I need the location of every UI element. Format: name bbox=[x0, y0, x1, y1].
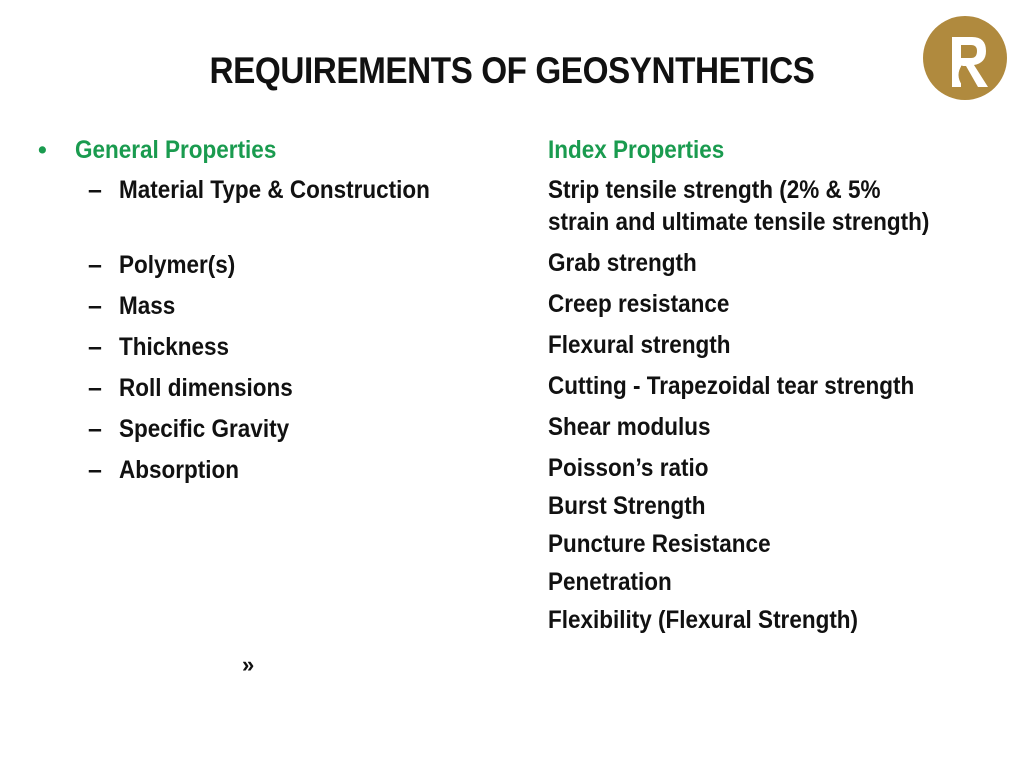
list-item bbox=[38, 249, 518, 281]
dash-marker: – bbox=[88, 415, 102, 443]
list-item-label: Thickness bbox=[119, 333, 230, 361]
list-item bbox=[38, 174, 518, 206]
dash-marker: – bbox=[88, 456, 102, 484]
list-item-label: Mass bbox=[119, 292, 176, 320]
list-item bbox=[38, 331, 518, 363]
list-item: Poisson’s ratio bbox=[548, 454, 709, 482]
list-item: Penetration bbox=[548, 568, 672, 596]
list-item bbox=[38, 454, 518, 486]
slide-title: REQUIREMENTS OF GEOSYNTHETICS bbox=[209, 50, 815, 91]
list-item-label: Specific Gravity bbox=[119, 415, 290, 443]
dash-marker: – bbox=[88, 333, 102, 361]
index-properties-column bbox=[548, 134, 1018, 636]
bullet-marker: • bbox=[38, 136, 47, 164]
list-item bbox=[38, 413, 518, 445]
list-item: Creep resistance bbox=[548, 290, 730, 318]
list-item-label: Material Type & Construction bbox=[119, 176, 430, 204]
list-item-label: Roll dimensions bbox=[119, 374, 293, 402]
list-item: Cutting - Trapezoidal tear strength bbox=[548, 372, 915, 400]
list-item: Burst Strength bbox=[548, 492, 706, 520]
list-item: Strip tensile strength (2% & 5% bbox=[548, 176, 881, 204]
next-slide-arrow[interactable]: » bbox=[242, 652, 255, 677]
list-item bbox=[38, 372, 518, 404]
list-item: Flexibility (Flexural Strength) bbox=[548, 606, 859, 634]
list-item: Grab strength bbox=[548, 249, 697, 277]
general-properties-bullet bbox=[38, 134, 518, 166]
index-properties-heading: Index Properties bbox=[548, 136, 725, 164]
dash-marker: – bbox=[88, 176, 102, 204]
list-item-label: Absorption bbox=[119, 456, 239, 484]
list-item: Puncture Resistance bbox=[548, 530, 771, 558]
list-item: Flexural strength bbox=[548, 331, 731, 359]
general-properties-column bbox=[38, 134, 518, 486]
dash-marker: – bbox=[88, 374, 102, 402]
dash-marker: – bbox=[88, 292, 102, 320]
list-item bbox=[38, 290, 518, 322]
list-item-label: Polymer(s) bbox=[119, 251, 236, 279]
list-item: Shear modulus bbox=[548, 413, 711, 441]
list-item: strain and ultimate tensile strength) bbox=[548, 208, 930, 236]
dash-marker: – bbox=[88, 251, 102, 279]
reliance-logo-icon bbox=[922, 15, 1008, 101]
general-properties-heading: General Properties bbox=[75, 136, 277, 164]
